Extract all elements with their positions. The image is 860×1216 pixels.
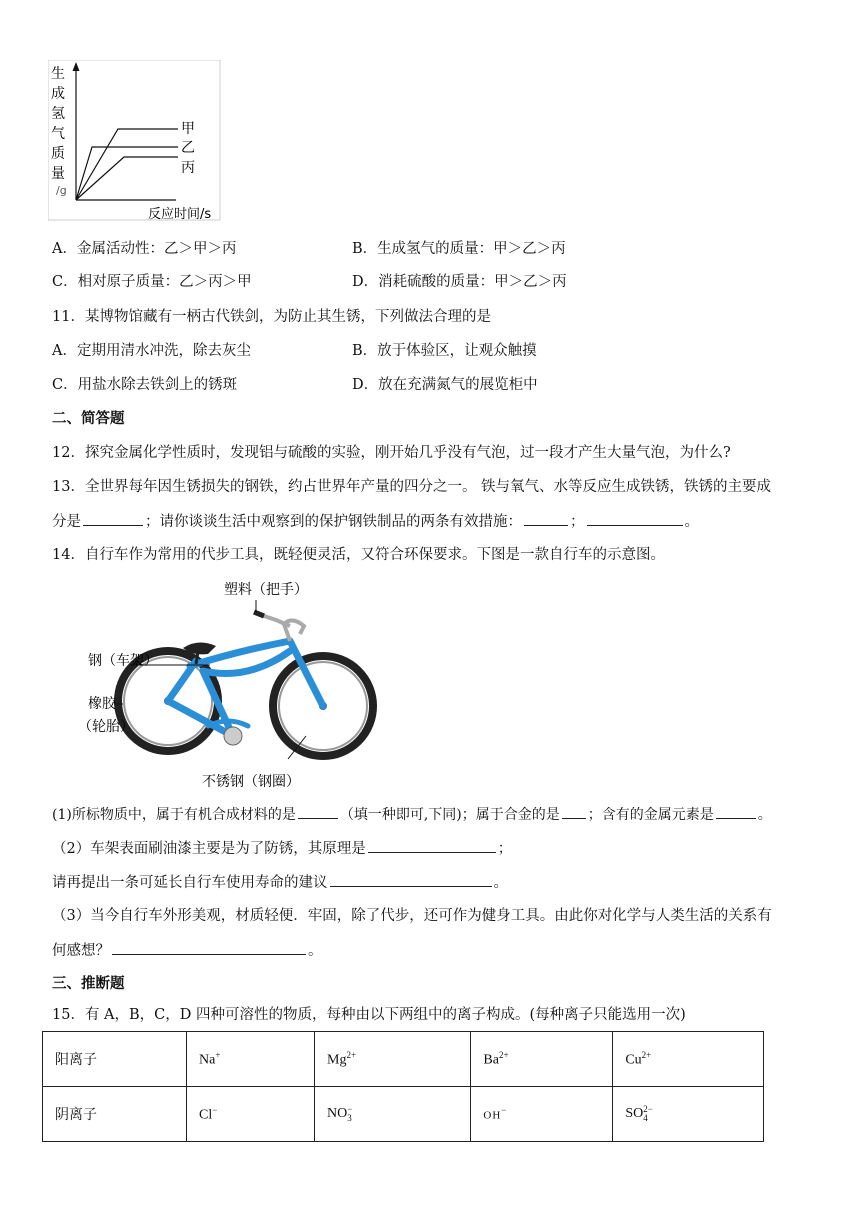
q14-p2-line2-end: 。 bbox=[493, 875, 508, 891]
q13-line1: 13．全世界每年因生锈损失的钢铁，约占世界年产量的四分之一。 铁与氧气、水等反应生成铁锈，铁锈的主要成 bbox=[52, 479, 772, 495]
ion-cell bbox=[315, 1032, 471, 1087]
ion-cell bbox=[315, 1087, 471, 1142]
answer-blank[interactable] bbox=[330, 872, 492, 887]
series-label-yi: 乙 bbox=[181, 140, 195, 156]
q11-option-b: B．放于体验区，让观众触摸 bbox=[352, 343, 537, 359]
ion-symbol: Mg bbox=[327, 1052, 347, 1068]
cation-label: 阳离子 bbox=[43, 1032, 187, 1087]
y-label-char: 气 bbox=[51, 126, 65, 142]
section-heading: 三、推断题 bbox=[52, 975, 125, 992]
ion-symbol: Na bbox=[199, 1052, 216, 1068]
ion-symbol: OH bbox=[483, 1109, 502, 1122]
series-label-bing: 丙 bbox=[181, 160, 195, 176]
answer-blank[interactable] bbox=[368, 838, 496, 853]
answer-blank[interactable] bbox=[83, 511, 143, 526]
q14-p1-text-b: （填一种即可,下同)；属于合金的是 bbox=[339, 807, 560, 823]
q14-part3-line1: （3）当今自行车外形美观，材质轻便．牢固，除了代步，还可作为健身工具。由此你对化学与人类生活的关系有 bbox=[52, 908, 772, 924]
label-handle: 塑料（把手） bbox=[224, 582, 308, 598]
q13-text-c: ； bbox=[570, 514, 585, 530]
q14-part2 bbox=[52, 838, 512, 859]
ion-charge: 2+ bbox=[346, 1049, 357, 1060]
q10-option-b: B．生成氢气的质量：甲＞乙＞丙 bbox=[352, 241, 566, 257]
q14-part1 bbox=[52, 804, 772, 825]
ion-charge: 2− bbox=[643, 1104, 653, 1114]
q14-part3-line2 bbox=[52, 940, 323, 961]
ion-cell bbox=[613, 1087, 764, 1142]
q11-option-d: D．放在充满氮气的展览柜中 bbox=[352, 377, 538, 393]
q13-text-b: ；请你谈谈生活中观察到的保护钢铁制品的两条有效措施： bbox=[145, 514, 522, 530]
label-rim: 不锈钢（钢圈） bbox=[202, 774, 300, 790]
ion-cell bbox=[187, 1087, 315, 1142]
q14-p3-line2-text: 何感想？ bbox=[52, 943, 110, 959]
q13-text-d: 。 bbox=[684, 514, 699, 530]
ion-subscript: 3 bbox=[347, 1113, 352, 1123]
ion-subscript: 4 bbox=[643, 1113, 648, 1123]
q14-p2-line2-text: 请再提出一条可延长自行车使用寿命的建议 bbox=[52, 875, 328, 891]
ion-charge: 2+ bbox=[498, 1049, 509, 1060]
q15-stem: 15．有 A，B，C，D 四种可溶性的物质，每种由以下两组中的离子构成。(每种离子只能选用一次) bbox=[52, 1007, 686, 1023]
label-rubber: 橡胶 bbox=[88, 696, 116, 712]
q14-part2-line2 bbox=[52, 872, 508, 893]
ion-cell bbox=[613, 1032, 764, 1087]
ion-cell bbox=[471, 1087, 613, 1142]
q11-option-a: A．定期用清水冲洗，除去灰尘 bbox=[52, 343, 251, 359]
label-tire: （轮胎） bbox=[78, 719, 134, 735]
answer-blank[interactable] bbox=[298, 804, 338, 819]
y-label-char: 质 bbox=[51, 146, 65, 162]
q14-p2-text-b: ； bbox=[497, 841, 513, 857]
ion-symbol: Cu bbox=[625, 1052, 642, 1068]
q14-stem: 14．自行车作为常用的代步工具，既轻便灵活，又符合环保要求。下图是一款自行车的示意图。 bbox=[52, 547, 665, 563]
table-row bbox=[43, 1087, 764, 1142]
q11-stem: 11．某博物馆藏有一柄古代铁剑，为防止其生锈，下列做法合理的是 bbox=[52, 309, 491, 325]
y-label-unit: /g bbox=[56, 184, 67, 197]
q11-option-c: C．用盐水除去铁剑上的锈斑 bbox=[52, 377, 238, 393]
q14-p1-text-a: (1)所标物质中，属于有机合成材料的是 bbox=[52, 807, 296, 823]
q10-option-d: D．消耗硫酸的质量：甲＞乙＞丙 bbox=[352, 274, 567, 290]
y-label-char: 氢 bbox=[51, 106, 65, 122]
ion-cell bbox=[187, 1032, 315, 1087]
x-axis-label: 反应时间/s bbox=[148, 207, 212, 222]
q10-option-a: A．金属活动性：乙＞甲＞丙 bbox=[52, 241, 237, 257]
y-label-char: 生 bbox=[51, 66, 65, 82]
y-label-char: 成 bbox=[51, 86, 65, 102]
ion-charge: − bbox=[212, 1104, 218, 1115]
series-label-jia: 甲 bbox=[181, 121, 195, 137]
answer-blank[interactable] bbox=[587, 511, 683, 526]
ion-table bbox=[42, 1031, 764, 1142]
q10-option-c: C．相对原子质量：乙＞丙＞甲 bbox=[52, 274, 252, 290]
answer-blank[interactable] bbox=[562, 804, 586, 819]
answer-blank[interactable] bbox=[716, 804, 756, 819]
anion-label: 阴离子 bbox=[43, 1087, 187, 1142]
y-label-char: 量 bbox=[51, 166, 65, 182]
ion-symbol: NO bbox=[327, 1106, 348, 1122]
ion-charge: − bbox=[501, 1104, 507, 1115]
ion-cell bbox=[471, 1032, 613, 1087]
q14-p1-text-d: 。 bbox=[757, 807, 772, 823]
bicycle-illustration bbox=[78, 576, 378, 794]
q14-p2-text-a: （2）车架表面刷油漆主要是为了防锈，其原理是 bbox=[52, 841, 366, 857]
ion-symbol: Ba bbox=[483, 1052, 499, 1068]
hydrogen-mass-graph bbox=[48, 60, 228, 225]
q14-p3-line2-end: 。 bbox=[308, 943, 323, 959]
table-row bbox=[43, 1032, 764, 1087]
q13-line2 bbox=[52, 511, 699, 532]
ion-symbol: SO bbox=[625, 1106, 644, 1122]
ion-charge: − bbox=[347, 1104, 353, 1114]
answer-blank[interactable] bbox=[112, 940, 306, 955]
q12-text: 12．探究金属化学性质时，发现铝与硫酸的实验，刚开始几乎没有气泡，过一段才产生大量气泡，为什么? bbox=[52, 445, 731, 461]
q14-p1-text-c: ；含有的金属元素是 bbox=[587, 807, 714, 823]
answer-blank[interactable] bbox=[524, 511, 568, 526]
ion-charge: 2+ bbox=[641, 1049, 652, 1060]
section-heading: 二、简答题 bbox=[52, 410, 125, 427]
ion-symbol: Cl bbox=[199, 1107, 213, 1123]
ion-charge: + bbox=[215, 1049, 221, 1060]
label-frame: 钢（车架） bbox=[88, 653, 158, 669]
q13-text-a: 分是 bbox=[52, 514, 81, 530]
